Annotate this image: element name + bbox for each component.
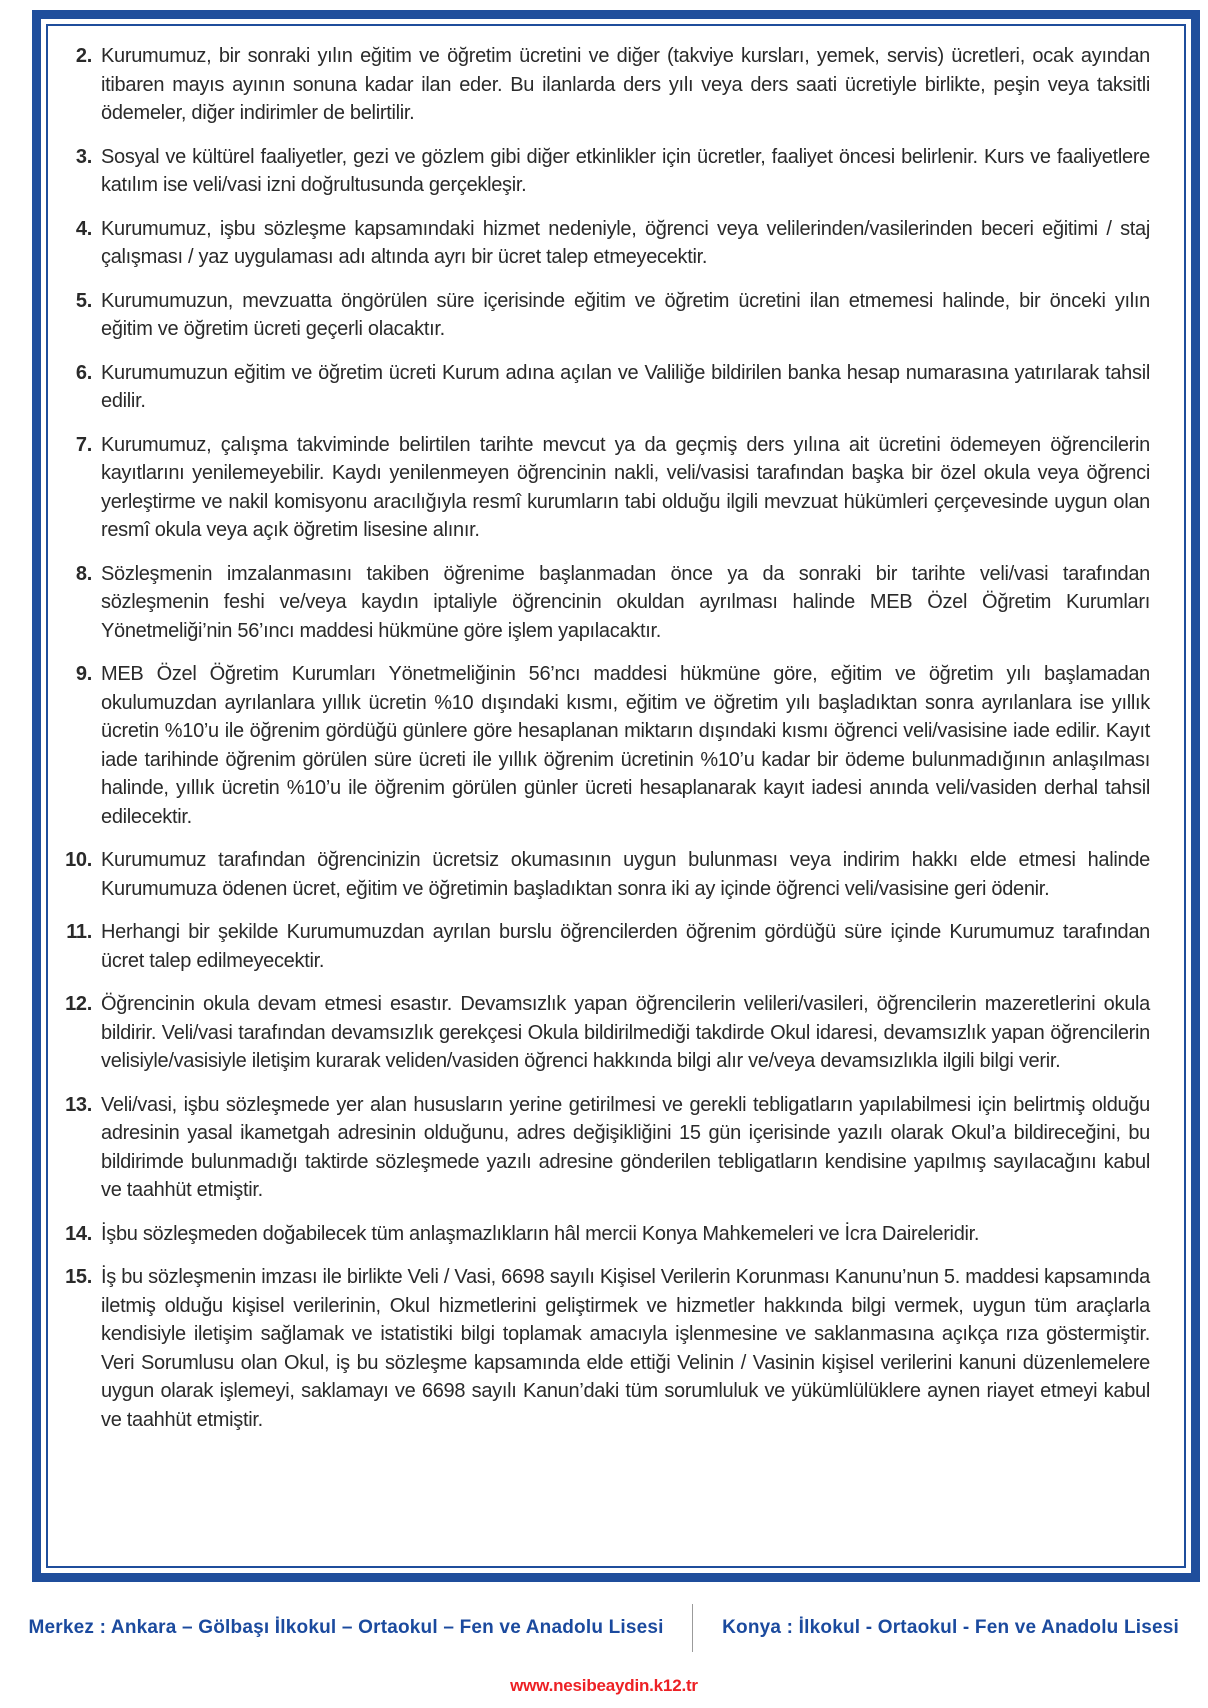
clause-text: Kurumumuz, çalışma takviminde belirtilen tarihte mevcut ya da geçmiş ders yılına ait ücretini ödemeyen öğrencilerin kayıtlarını yenilemeyebilir. Kaydı yenilenmeyen öğrencinin nakli, veli/vasisi tarafından başka bir özel okula veya öğrenci yerleştirme ve nakil komisyonu aracılığıyla resmî kurumların tabi olduğu ilgili mevzuat hükümleri çerçevesinde uygun olan resmî okula veya açık öğretim lisesine alınır. [101,433,1150,541]
clause-number: 8. [75,562,92,585]
clause-number: 10. [65,849,92,871]
clause-number: 15. [65,1266,92,1288]
website-url: www.nesibeaydin.k12.tr [510,1676,698,1695]
clause-item [54,990,1150,1076]
clause-text: Kurumumuz tarafından öğrencinizin ücretsiz okumasının uygun bulunması veya indirim hakkı elde etmesi halinde Kurumumuza ödenen ücret, eğitim ve öğretimin başladıktan sonra iki ay içinde öğrenci veli/vasisine geri ödenir. [101,849,1150,900]
clause-number: 9. [75,663,92,685]
clause-item [54,660,1150,831]
clause-item [54,143,1150,200]
footer-campuses [0,1600,1208,1656]
clause-text: MEB Özel Öğretim Kurumları Yönetmeliğinin 56’ncı maddesi hükmüne göre, eğitim ve öğretim yılı başlamadan okulumuzdan ayrılanlara yıllık ücretin %10 dışındaki kısmı, eğitim ve öğretim yılı başladıktan sonra ayrılanlara ise yıllık ücretin %10’u ile öğrenim gördüğü günlere göre hesaplanan miktarın dışındaki kısmı öğrenci veli/vasisine iade edilir. Kayıt iade tarihinde öğrenim görülen süre ücreti ile yıllık öğrenim ücretinin %10’u kadar bir ödeme bulunmadığının anlaşılması halinde, yıllık ücretin %10’u ile öğrenim görülen günler ücreti hesaplanarak kayıt iadesi anında veli/vasiden derhal tahsil edilecektir. [101,663,1150,828]
clause-item [54,42,1150,128]
clause-item [54,560,1150,646]
clause-number: 6. [75,361,92,384]
clause-number: 3. [75,145,92,168]
clause-text: Sözleşmenin imzalanmasını takiben öğrenime başlanmadan önce ya da sonraki bir tarihte veli/vasi tarafından sözleşmenin feshi ve/veya kaydın iptaliyle öğrencinin okuldan ayrılması halinde MEB Özel Öğretim Kurumları Yönetmeliği’nin 56’ıncı maddesi hükmüne göre işlem yapılacaktır. [101,562,1150,642]
clause-number: 4. [75,217,92,240]
clause-text: Kurumumuz, bir sonraki yılın eğitim ve öğretim ücretini ve diğer (takviye kursları, yemek, servis) ücretleri, ocak ayından itibaren mayıs ayının sonuna kadar ilan eder. Bu ilanlarda ders yılı veya ders saati ücretiyle birlikte, peşin veya taksitli ödemeler, diğer indirimler de belirtilir. [101,45,1150,124]
clause-number: 11. [66,921,92,943]
clause-number: 7. [75,433,92,456]
clause-number: 12. [65,993,92,1015]
clause-item [54,1220,1150,1249]
clause-item [54,1091,1150,1205]
page-border [32,10,1200,1582]
clause-number: 13. [65,1093,92,1116]
clause-item [54,846,1150,903]
clause-item [54,287,1150,344]
clause-text: İş bu sözleşmenin imzası ile birlikte Veli / Vasi, 6698 sayılı Kişisel Verilerin Korunması Kanunu’nun 5. maddesi kapsamında iletmiş olduğu kişisel verilerinin, Okul hizmetlerini geliştirmek ve hizmetler hakkında bilgi vermek, uygun tüm araçlarla kendisiyle iletişim sağlamak ve istatistiki bilgi toplamak amacıyla işlenmesine ve saklanmasına açıkça rıza göstermiştir. Veri Sorumlusu olan Okul, iş bu sözleşme kapsamında elde ettiği Velinin / Vasinin kişisel verilerini kanuni düzenlemelere uygun olarak işlemeyi, saklamayı ve 6698 sayılı Kanun’daki tüm sorumluluk ve yükümlülüklere aynen riayet etmeyi kabul ve taahhüt etmiştir. [101,1266,1150,1431]
footer-konya-campus: Konya : İlkokul - Ortaokul - Fen ve Anadolu Lisesi [722,1617,1180,1638]
contract-clauses [48,26,1184,1434]
clause-text: Kurumumuzun eğitim ve öğretim ücreti Kurum adına açılan ve Valiliğe bildirilen banka hesap numarasına yatırılarak tahsil edilir. [101,361,1150,412]
footer-merkez-campus: Merkez : Ankara – Gölbaşı İlkokul – Ortaokul – Fen ve Anadolu Lisesi [28,1617,664,1638]
clause-item [54,1263,1150,1434]
clause-item [54,431,1150,545]
clause-item [54,215,1150,272]
clause-text: İşbu sözleşmeden doğabilecek tüm anlaşmazlıkların hâl mercii Konya Mahkemeleri ve İcra Daireleridir. [101,1222,980,1245]
clause-number: 2. [75,45,92,67]
clause-text: Kurumumuzun, mevzuatta öngörülen süre içerisinde eğitim ve öğretim ücretini ilan etmemesi halinde, bir önceki yılın eğitim ve öğretim ücreti geçerli olacaktır. [101,289,1150,340]
page-border-inner [46,24,1186,1568]
clause-text: Kurumumuz, işbu sözleşme kapsamındaki hizmet nedeniyle, öğrenci veya velilerinden/vasilerinden beceri eğitimi / staj çalışması / yaz uygulaması adı altında ayrı bir ücret talep etmeyecektir. [101,217,1150,268]
clause-text: Veli/vasi, işbu sözleşmede yer alan hususların yerine getirilmesi ve gerekli tebligatların yapılabilmesi için belirtmiş olduğu adresinin yasal ikametgah adresinin olduğunu, adres değişikliğini 15 gün içerisinde yazılı olarak Okul’a bildireceğini, bu bildirimde bulunmadığı taktirde sözleşmede yazılı adresine gönderilen tebligatların kendisine yapılmış sayılacağını kabul ve taahhüt etmiştir. [101,1093,1150,1201]
clause-text: Sosyal ve kültürel faaliyetler, gezi ve gözlem gibi diğer etkinlikler için ücretler, faaliyet öncesi belirlenir. Kurs ve faaliyetlere katılım ise veli/vasi izni doğrultusunda gerçekleşir. [101,145,1150,196]
clause-item [54,359,1150,416]
clause-text: Öğrencinin okula devam etmesi esastır. Devamsızlık yapan öğrencilerin velileri/vasileri, öğrencilerin mazeretlerini okula bildirir. Veli/vasi tarafından devamsızlık gerekçesi Okula bildirilmediği takdirde Okul idaresi, devamsızlık yapan öğrencilerin velisiyle/vasisiyle iletişim kurarak veliden/vasiden öğrenci hakkında bilgi alır ve/veya devamsızlıkla ilgili bilgi verir. [101,993,1150,1072]
clause-item [54,918,1150,975]
clause-number: 5. [75,289,92,312]
clause-text: Herhangi bir şekilde Kurumumuzdan ayrılan burslu öğrencilerden öğrenim gördüğü süre içinde Kurumumuz tarafından ücret talep edilmeyecektir. [101,921,1150,972]
clause-number: 14. [65,1222,92,1245]
